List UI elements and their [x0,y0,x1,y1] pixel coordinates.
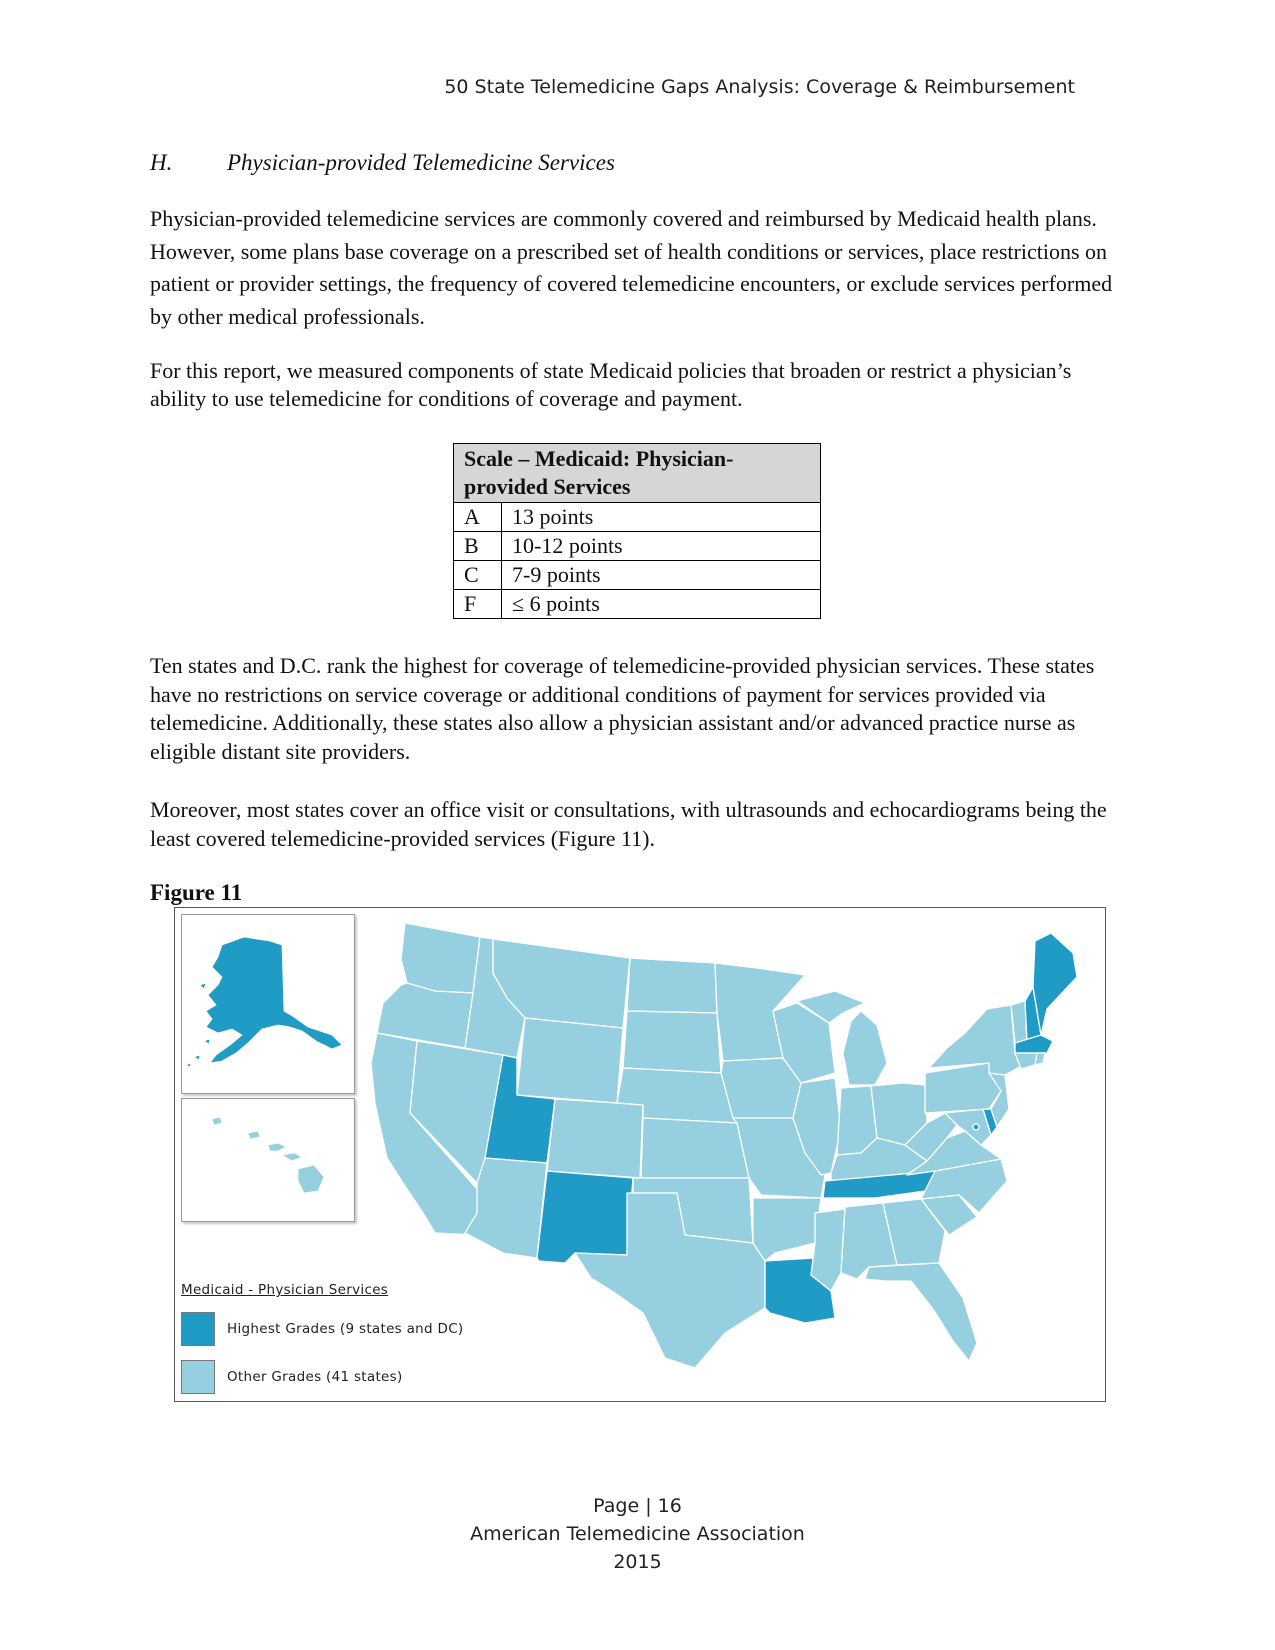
table-row [454,561,821,590]
us-map [365,913,1100,1393]
footer-organization: American Telemedicine Association [470,1523,805,1545]
footer-year: 2015 [613,1551,662,1573]
hawaii-island [298,1165,324,1193]
page-number: Page | 16 [593,1495,682,1517]
paragraph-top-states: Ten states and D.C. rank the highest for coverage of telemedicine-provided physician services. These states have no restrictions on service coverage or additional conditions of payment for services provided via telemedicine. Additionally, these states also allow a physician assistant and/or advanced practice nurse as eligible distant site providers. [150,653,1095,764]
alaska-inset [181,914,355,1094]
state-rhode-island [1035,1053,1045,1065]
state-kansas [641,1118,749,1178]
state-washington [401,923,480,993]
legend-label-highest: Highest Grades (9 states and DC) [227,1321,464,1337]
hawaii-island [212,1117,222,1125]
running-header: 50 State Telemedicine Gaps Analysis: Coverage & Reimbursement [444,76,1075,98]
alaska-island [200,983,206,989]
legend-item-other [181,1360,403,1394]
points-cell: 7-9 points [502,561,821,590]
state-north-dakota [627,958,717,1013]
hawaii-island [282,1153,302,1161]
table-row [454,590,821,619]
section-number: H. [150,150,173,175]
grade-cell: A [454,503,502,532]
scale-table-header: Scale – Medicaid: Physician-provided Services [454,444,821,503]
legend-swatch-highest [181,1312,215,1346]
table-row [454,503,821,532]
legend-title: Medicaid - Physician Services [181,1282,389,1298]
figure-label: Figure 11 [150,880,243,905]
legend-swatch-other [181,1360,215,1394]
alaska-island [204,1039,210,1044]
table-row [454,532,821,561]
alaska-island [186,1063,191,1067]
section-heading [150,150,615,176]
state-maine [1033,933,1077,1035]
paragraph-coverage-intro: Physician-provided telemedicine services are commonly covered and reimbursed by Medicaid health plans. However, some plans base coverage on a prescribed set of health conditions or services, place restrictions on patient or provider settings, the frequency of covered telemedicine encounters, or exclude services performed by other medical professionals. [150,206,1113,329]
district-of-columbia [973,1124,979,1130]
state-south-dakota [623,1011,721,1073]
state-alaska [206,937,342,1063]
state-wyoming [517,1018,623,1103]
state-new-mexico [537,1171,633,1263]
paragraph-measurement: For this report, we measured components of state Medicaid policies that broaden or restrict a physician’s ability to use telemedicine for conditions of coverage and payment. [150,358,1072,411]
us-map-figure [174,907,1106,1402]
hawaii-island [248,1131,260,1139]
grade-cell: B [454,532,502,561]
points-cell: 10-12 points [502,532,821,561]
state-michigan [843,1011,887,1085]
state-mississippi [811,1209,845,1291]
grade-cell: F [454,590,502,619]
section-title: Physician-provided Telemedicine Services [227,150,615,175]
hawaii-island [268,1143,286,1151]
legend-label-other: Other Grades (41 states) [227,1369,403,1385]
paragraph-services-covered: Moreover, most states cover an office visit or consultations, with ultrasounds and echocardiograms being the least covered telemedicine-provided services (Figure 11). [150,797,1107,851]
points-cell: ≤ 6 points [502,590,821,619]
state-colorado [547,1099,643,1178]
state-arkansas [753,1198,821,1261]
grade-cell: C [454,561,502,590]
points-cell: 13 points [502,503,821,532]
alaska-island [194,1055,200,1060]
legend-item-highest [181,1312,463,1346]
state-florida [865,1263,977,1361]
scale-table [453,443,821,619]
hawaii-inset [181,1098,355,1222]
